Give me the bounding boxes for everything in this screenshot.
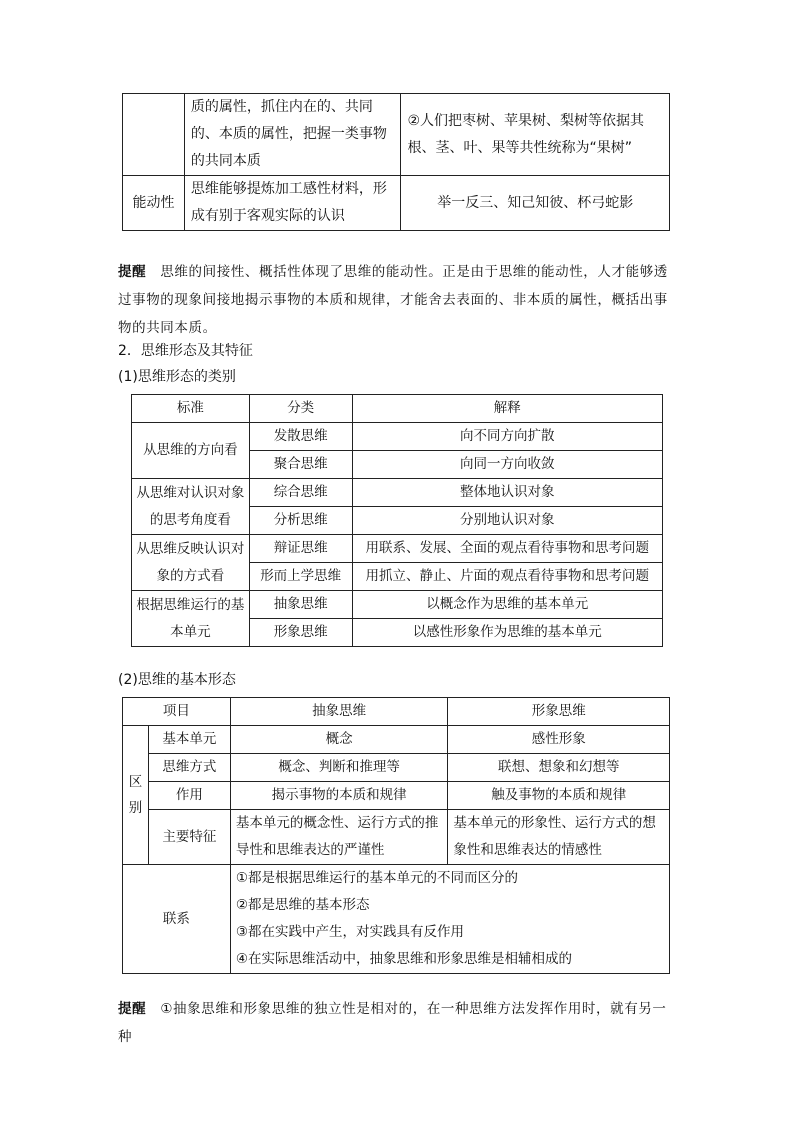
link-cell <box>230 865 669 974</box>
table-cell: 辩证思维 <box>249 535 352 563</box>
table-cell: 以概念作为思维的基本单元 <box>352 591 662 619</box>
section-heading: 2．思维形态及其特征 <box>118 343 253 359</box>
table-cell: 基本单元的概念性、运行方式的推导性和思维表达的严谨性 <box>230 810 448 865</box>
table-row <box>123 726 670 754</box>
table-header: 项目 <box>123 698 231 726</box>
table-cell: 举一反三、知己知彼、杯弓蛇影 <box>401 176 670 231</box>
table-cell: 用联系、发展、全面的观点看待事物和思考问题 <box>352 535 662 563</box>
note-paragraph <box>118 258 678 342</box>
table-cell: 向不同方向扩散 <box>352 423 662 451</box>
table-cell: 从思维对认识对象的思考角度看 <box>132 479 250 535</box>
table-cell: 基本单元的形象性、运行方式的想象性和思维表达的情感性 <box>448 810 670 865</box>
table-row <box>123 176 670 231</box>
table-cell: 感性形象 <box>448 726 670 754</box>
table-row <box>123 754 670 782</box>
table-row <box>132 535 663 563</box>
table-row <box>123 782 670 810</box>
table-cell: 根据思维运行的基本单元 <box>132 591 250 647</box>
table-header: 分类 <box>249 395 352 423</box>
table-row <box>123 94 670 176</box>
basic-forms-table <box>122 697 670 974</box>
table-row <box>132 479 663 507</box>
table-cell: 概念、判断和推理等 <box>230 754 448 782</box>
note-label: 提醒 <box>118 1001 147 1017</box>
table-row <box>132 591 663 619</box>
table-cell: 抽象思维 <box>249 591 352 619</box>
table-cell: 揭示事物的本质和规律 <box>230 782 448 810</box>
subsection-heading: (1)思维形态的类别 <box>118 369 236 385</box>
table-cell: 以感性形象作为思维的基本单元 <box>352 619 662 647</box>
table-cell: 主要特征 <box>148 810 230 865</box>
table-cell: 能动性 <box>123 176 185 231</box>
table-cell <box>123 94 185 176</box>
table-cell: 综合思维 <box>249 479 352 507</box>
table-cell: 形而上学思维 <box>249 563 352 591</box>
table-row <box>123 810 670 865</box>
table-cell: 从思维反映认识对象的方式看 <box>132 535 250 591</box>
table-header: 抽象思维 <box>230 698 448 726</box>
note-text: ①抽象思维和形象思维的独立性是相对的，在一种思维方法发挥作用时，就有另一种 <box>118 1001 667 1045</box>
table-cell: 分析思维 <box>249 507 352 535</box>
table-cell: 发散思维 <box>249 423 352 451</box>
table-row <box>123 865 670 974</box>
subsection-heading: (2)思维的基本形态 <box>118 672 236 688</box>
table-cell: 用抓立、静止、片面的观点看待事物和思考问题 <box>352 563 662 591</box>
list-item: ②都是思维的基本形态 <box>235 897 370 913</box>
table-cell: 思维方式 <box>148 754 230 782</box>
table-cell: ②人们把枣树、苹果树、梨树等依据其根、茎、叶、果等共性统称为“果树” <box>401 94 670 176</box>
list-item: ①都是根据思维运行的基本单元的不同而区分的 <box>235 870 518 886</box>
table-cell: 形象思维 <box>249 619 352 647</box>
table-cell: 基本单元 <box>148 726 230 754</box>
table-cell: 思维能够提炼加工感性材料，形成有别于客观实际的认识 <box>184 176 401 231</box>
table-header: 标准 <box>132 395 250 423</box>
table-header: 解释 <box>352 395 662 423</box>
table-cell: 作用 <box>148 782 230 810</box>
table-row <box>132 423 663 451</box>
table-cell: 整体地认识对象 <box>352 479 662 507</box>
feature-table <box>122 93 670 231</box>
diff-label: 区别 <box>123 726 149 865</box>
table-cell: 分别地认识对象 <box>352 507 662 535</box>
note-paragraph <box>118 995 678 1051</box>
table-cell: 联想、想象和幻想等 <box>448 754 670 782</box>
table-cell: 概念 <box>230 726 448 754</box>
table-cell: 聚合思维 <box>249 451 352 479</box>
table-cell: 向同一方向收敛 <box>352 451 662 479</box>
table-header-row <box>132 395 663 423</box>
table-cell: 质的属性，抓住内在的、共同的、本质的属性，把握一类事物的共同本质 <box>184 94 401 176</box>
note-text: 思维的间接性、概括性体现了思维的能动性。正是由于思维的能动性，人才能够透过事物的现象间接地揭示事物的本质和规律，才能舍去表面的、非本质的属性，概括出事物的共同本质。 <box>118 264 668 336</box>
note-label: 提醒 <box>118 264 147 280</box>
list-item: ③都在实践中产生，对实践具有反作用 <box>235 924 464 940</box>
list-item: ④在实际思维活动中，抽象思维和形象思维是相辅相成的 <box>235 951 572 967</box>
link-label: 联系 <box>123 865 231 974</box>
thinking-forms-table <box>131 394 663 647</box>
table-cell: 从思维的方向看 <box>132 423 250 479</box>
table-header: 形象思维 <box>448 698 670 726</box>
table-header-row <box>123 698 670 726</box>
table-cell: 触及事物的本质和规律 <box>448 782 670 810</box>
